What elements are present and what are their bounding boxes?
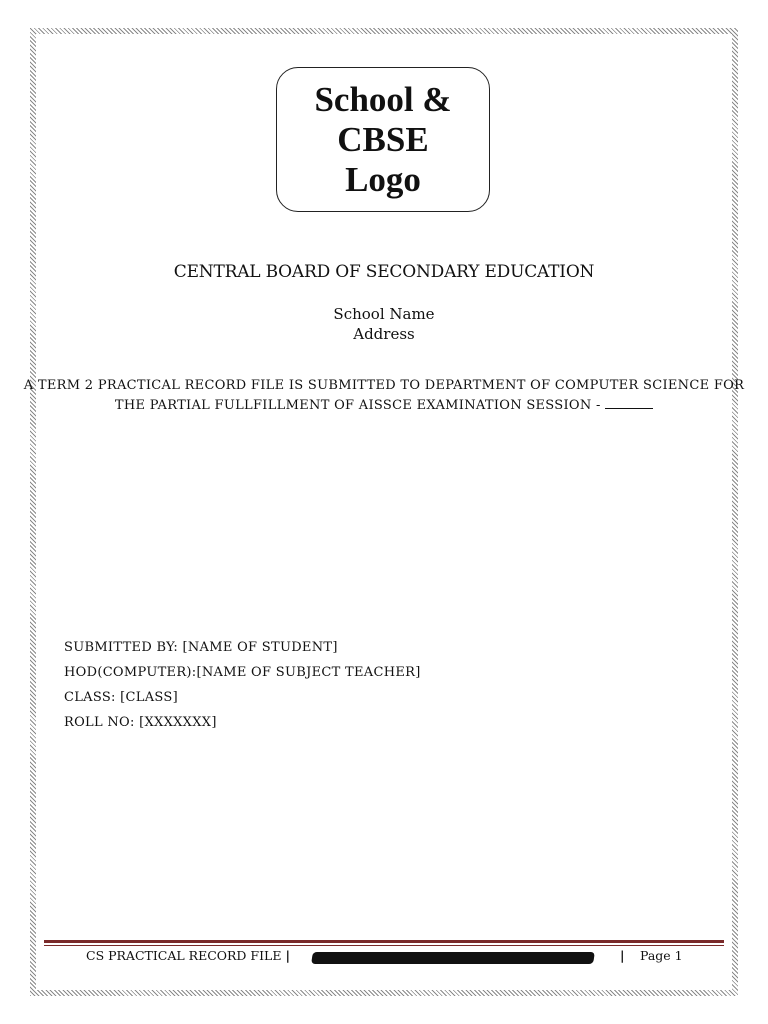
school-address: Address bbox=[353, 325, 415, 343]
logo-line-1: School & bbox=[314, 79, 452, 119]
footer-separator: | bbox=[285, 948, 290, 963]
footer-page-number: Page 1 bbox=[640, 948, 683, 963]
footer-title-group bbox=[86, 948, 290, 963]
class: CLASS: [CLASS] bbox=[64, 690, 178, 705]
roll-no: ROLL NO: [XXXXXXX] bbox=[64, 715, 217, 730]
hod: HOD(COMPUTER):[NAME OF SUBJECT TEACHER] bbox=[64, 665, 421, 680]
footer-separator-2: | bbox=[620, 948, 625, 963]
statement-line-1: A TERM 2 PRACTICAL RECORD FILE IS SUBMITTED TO DEPARTMENT OF COMPUTER SCIENCE FOR bbox=[23, 378, 745, 393]
logo-line-3: Logo bbox=[345, 159, 421, 199]
submitted-by: SUBMITTED BY: [NAME OF STUDENT] bbox=[64, 640, 338, 655]
student-details bbox=[64, 638, 421, 738]
school-name: School Name bbox=[333, 305, 435, 323]
statement-line-2 bbox=[0, 398, 768, 413]
footer-title: CS PRACTICAL RECORD FILE bbox=[86, 948, 282, 963]
redacted-text bbox=[311, 952, 595, 964]
statement-line-2-text: THE PARTIAL FULLFILLMENT OF AISSCE EXAMINATION SESSION - bbox=[114, 398, 601, 413]
session-blank bbox=[605, 398, 653, 409]
footer-rule-thin bbox=[44, 945, 724, 946]
logo-placeholder-box bbox=[276, 67, 490, 212]
logo-line-2: CBSE bbox=[337, 119, 429, 159]
footer-rule-thick bbox=[44, 940, 724, 943]
board-title: CENTRAL BOARD OF SECONDARY EDUCATION bbox=[173, 262, 595, 282]
